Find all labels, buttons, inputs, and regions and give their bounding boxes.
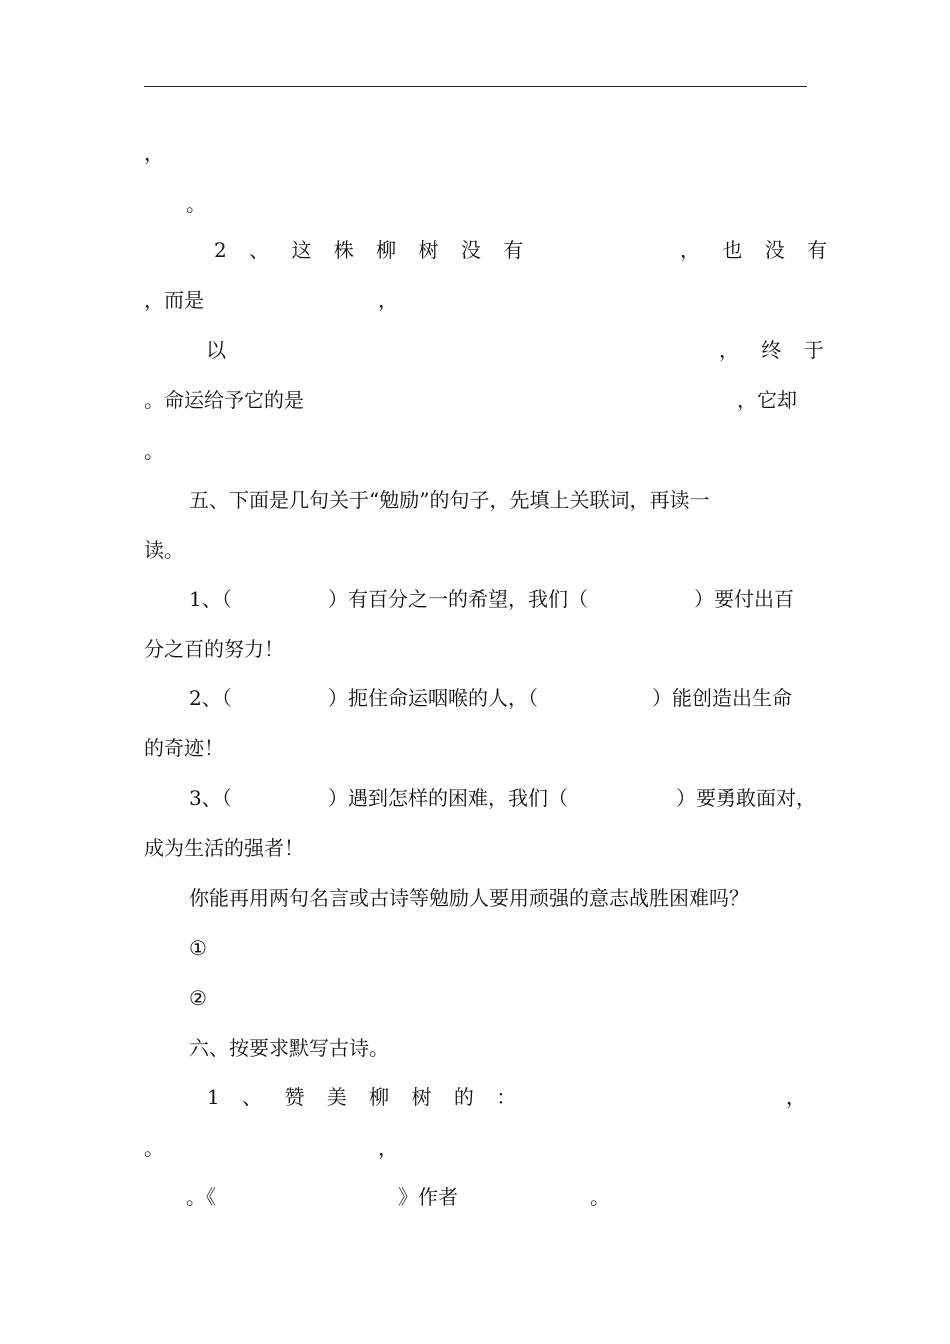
question-2-line-2: ，而是	[144, 288, 204, 312]
section-5-q3-c: ）要勇敢面对，	[676, 786, 816, 810]
section-6-q1: 1 、 赞 美 柳 树 的 ：	[207, 1085, 525, 1109]
question-2-line-5: 。	[144, 439, 164, 463]
section-5-q1-b: ）有百分之一的希望，我们（	[328, 587, 588, 611]
header-rule	[144, 86, 807, 87]
question-2-line-4-end: ，它却	[737, 388, 797, 412]
section-5-q3-b: ）遇到怎样的困难，我们（	[328, 786, 568, 810]
answer-marker-1: ①	[189, 936, 207, 960]
section-5-q1-cont: 分之百的努力！	[144, 637, 284, 661]
text-line: 。	[186, 192, 206, 216]
section-6-line-3a: 。《	[186, 1185, 216, 1209]
question-2-line-2-end: ，	[378, 288, 398, 312]
question-2-line-3: 以	[206, 338, 226, 362]
section-5-q1-a: 1、（	[189, 587, 232, 611]
answer-marker-2: ②	[189, 986, 207, 1010]
section-5-q2-b: ）扼住命运咽喉的人，（	[328, 686, 538, 710]
section-6-line-2b: ，	[378, 1136, 398, 1160]
section-5-q3-cont: 成为生活的强者！	[144, 836, 304, 860]
question-2-line-1: 2 、 这 株 柳 树 没 有	[214, 238, 532, 262]
section-5-q1-c: ）要付出百	[694, 587, 794, 611]
text-line: ，	[144, 141, 164, 165]
section-5-q3-a: 3、（	[189, 786, 232, 810]
section-6-line-3c: 。	[590, 1185, 610, 1209]
section-5-q2-cont: 的奇迹！	[144, 736, 224, 760]
section-6-line-3b: 》作者	[398, 1185, 458, 1209]
question-2-line-1-end: ， 也 没 有	[680, 238, 836, 262]
question-2-line-3-end: ， 终 于	[719, 338, 832, 362]
section-6-q1-end: ，	[786, 1085, 806, 1109]
section-5-title: 五、下面是几句关于“勉励”的句子，先填上关联词，再读一	[189, 488, 710, 512]
section-6-line-2a: 。	[144, 1136, 164, 1160]
section-5-q2-c: ）能创造出生命	[652, 686, 792, 710]
section-6-title: 六、按要求默写古诗。	[189, 1036, 389, 1060]
section-5-title-cont: 读。	[144, 538, 184, 562]
question-2-line-4: 。命运给予它的是	[144, 388, 304, 412]
section-5-q2-a: 2、（	[189, 686, 232, 710]
section-5-extra-question: 你能再用两句名言或古诗等勉励人要用顽强的意志战胜困难吗？	[189, 886, 749, 910]
